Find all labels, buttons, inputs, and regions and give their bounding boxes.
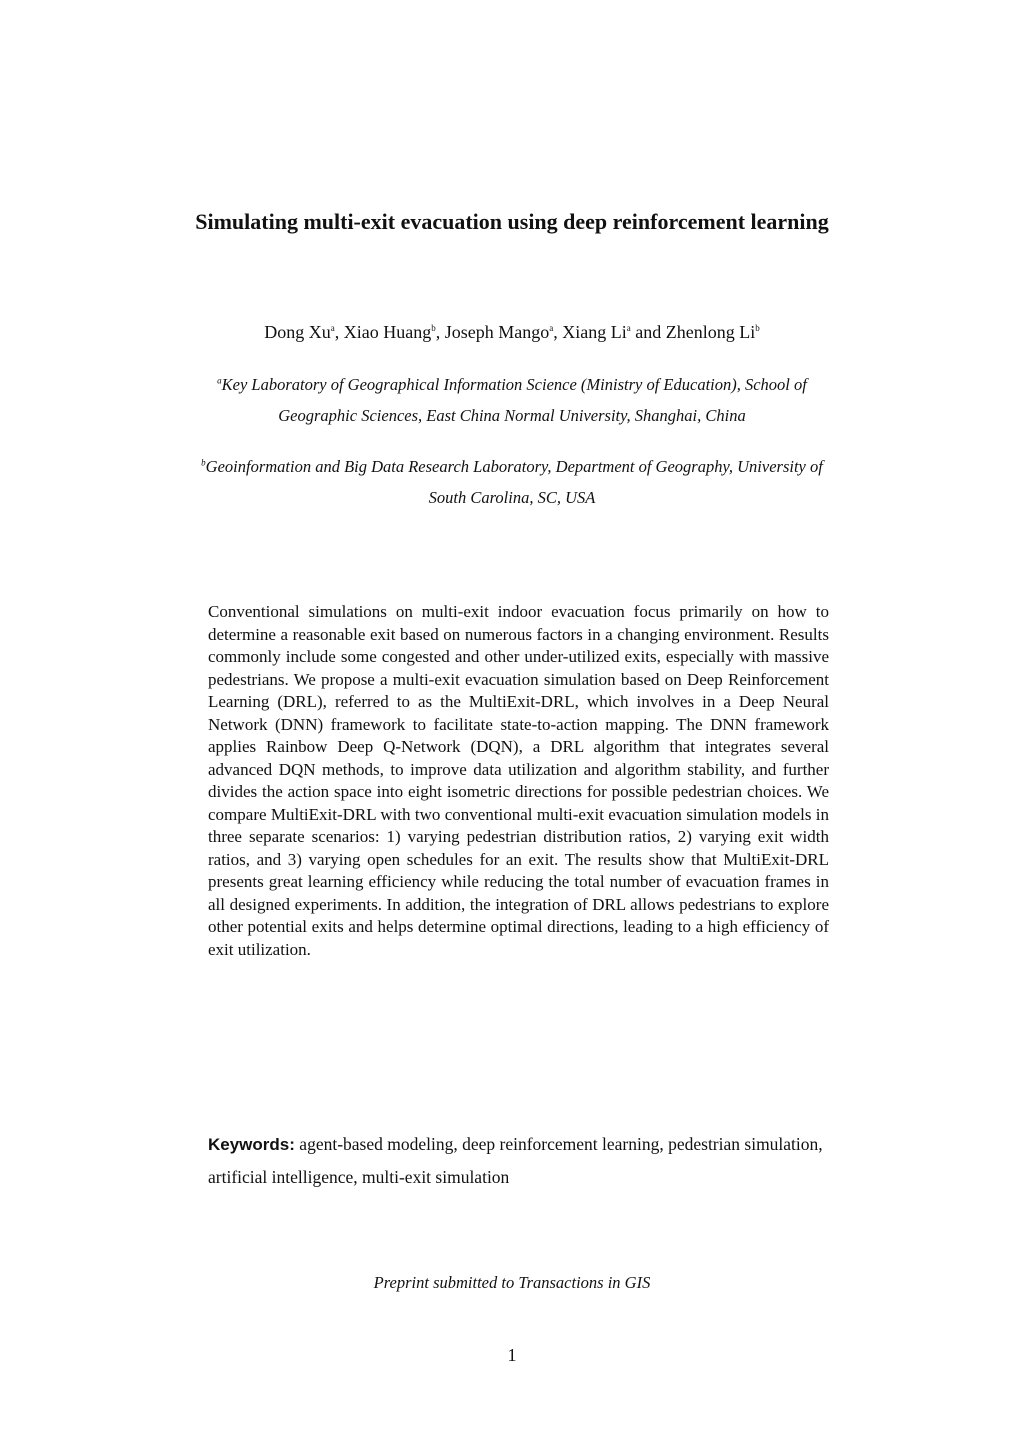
author-separator: and <box>630 322 666 342</box>
affiliation-mark: a <box>549 323 554 333</box>
paper-title: Simulating multi-exit evacuation using deep reinforcement learning <box>195 209 829 234</box>
keywords-text: agent-based modeling, deep reinforcement learning, pedestrian simulation, artificial intelligence, multi-exit simulation <box>208 1134 823 1187</box>
affiliation-mark: a <box>330 323 335 333</box>
keywords-label: Keywords: <box>208 1135 295 1154</box>
affiliation-mark: b <box>755 323 760 333</box>
author-separator: , <box>553 322 563 342</box>
preprint-note: Preprint submitted to Transactions in GIS <box>373 1273 651 1292</box>
author-name: Xiao Huang <box>343 322 432 342</box>
affiliation-a <box>150 369 874 431</box>
affiliation-b <box>150 451 874 513</box>
affiliation-mark: b <box>431 323 436 333</box>
affiliation-line: Geographic Sciences, East China Normal University, Shanghai, China <box>278 406 746 425</box>
keywords <box>208 1128 848 1194</box>
affiliation-line: Key Laboratory of Geographical Information Science (Ministry of Education), School of <box>221 375 807 394</box>
author-separator: , <box>334 322 344 342</box>
author-name: Dong Xu <box>264 322 331 342</box>
author-list <box>0 318 1024 346</box>
page-number: 1 <box>507 1345 517 1365</box>
author-separator: , <box>435 322 445 342</box>
author-name: Joseph Mango <box>444 322 550 342</box>
author-name: Xiang Li <box>562 322 627 342</box>
abstract: Conventional simulations on multi-exit indoor evacuation focus primarily on how to determine a reasonable exit based on numerous factors in a changing environment. Results commonly include some congested and other under-utilized exits, especially with massive pedestrians. We propose a multi-exit evacuation simulation based on Deep Reinforcement Learning (DRL), referred to as the MultiExit-DRL, which involves in a Deep Neural Network (DNN) framework to facilitate state-to-action mapping. The DNN framework applies Rainbow Deep Q-Network (DQN), a DRL algorithm that integrates several advanced DQN methods, to improve data utilization and algorithm stability, and further divides the action space into eight isometric directions for possible pedestrian choices. We compare MultiExit-DRL with two conventional multi-exit evacuation simulation models in three separate scenarios: 1) varying pedestrian distribution ratios, 2) varying exit width ratios, and 3) varying open schedules for an exit. The results show that MultiExit-DRL presents great learning efficiency while reducing the total number of evacuation frames in all designed experiments. In addition, the integration of DRL allows pedestrians to explore other potential exits and helps determine optimal directions, leading to a high efficiency of exit utilization. <box>208 602 829 959</box>
affiliation-mark: a <box>626 323 631 333</box>
affiliation-mark: b <box>201 457 206 468</box>
affiliation-line: South Carolina, SC, USA <box>428 488 596 507</box>
author-name: Zhenlong Li <box>665 322 756 342</box>
affiliation-mark: a <box>217 375 222 386</box>
affiliation-line: Geoinformation and Big Data Research Laboratory, Department of Geography, University of <box>205 457 823 476</box>
